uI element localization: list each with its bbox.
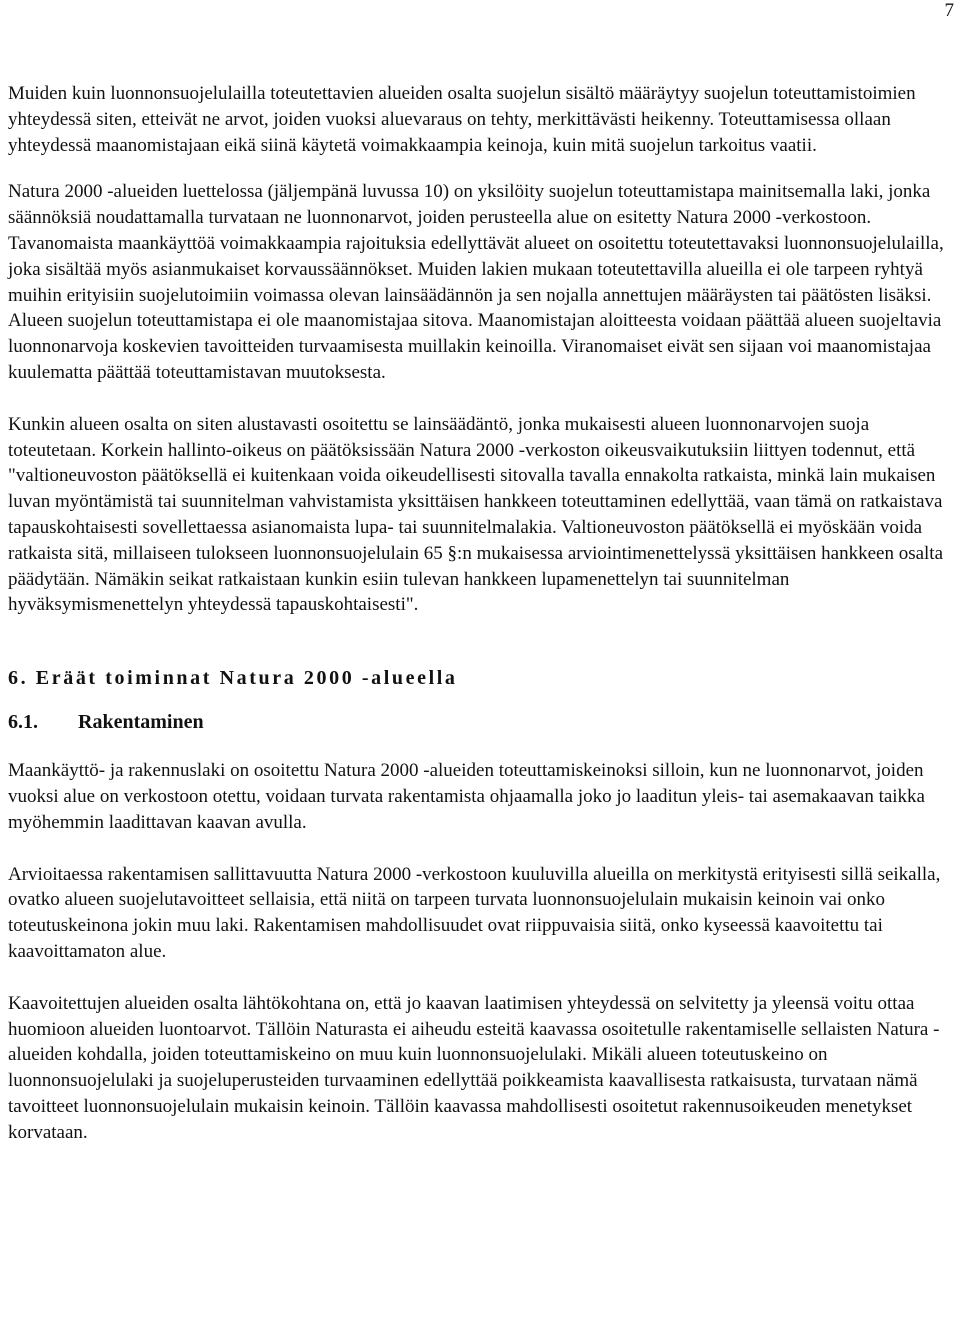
document-body <box>8 81 954 1172</box>
subsection-heading <box>8 709 954 735</box>
subsection-number: 6.1. <box>8 711 38 734</box>
paragraph-zoned-areas: Kaavoitettujen alueiden osalta lähtökohtana on, että jo kaavan laatimisen yhteydessä on selvitetty ja yleensä voitu ottaa huomioon alueiden luontoarvot. Tällöin Naturasta ei aiheudu esteitä kaavassa osoitetulle rakentamiselle sellaisten Natura -alueiden kohdalla, joiden toteuttamiskeino on muu kuin luonnonsuojelulaki. Mikäli alueen toteutuskeino on luonnonsuojelulaki ja suojeluperusteiden turvaaminen edellyttää poikkeamista kaavallisesta ratkaisusta, turvataan nämä tavoitteet luonnonsuojelulain mukaisin keinoin. Tällöin kaavassa mahdollisesti osoitetut rakennusoikeuden menetykset korvataan. <box>8 992 940 1143</box>
subsection-title: Rakentaminen <box>78 711 204 734</box>
paragraph-building-assessment: Arvioitaessa rakentamisen sallittavuutta Natura 2000 -verkostoon kuuluvilla alueilla on merkitystä erityisesti sillä seikalla, ovatko alueen suojelutavoitteet sellaisia, että niitä on tarpeen turvata luonnonsuojelulain mukaisin keinoin vai onko toteutuskeinona jokin muu laki. Rakentamisen mahdollisuudet ovat riippuvaisia siitä, onko kyseessä kaavoitettu tai kaavoittamaton alue. <box>8 863 941 962</box>
page-number: 7 <box>944 0 954 21</box>
paragraph-land-use-act: Maankäyttö- ja rakennuslaki on osoitettu Natura 2000 -alueiden toteuttamiskeinoksi silloin, kun ne luonnonarvot, joiden vuoksi alue on verkostoon otettu, voidaan turvata rakentamista ohjaamalla joko jo laaditun yleis- tai asemakaavan taikka myöhemmin laadittavan kaavan avulla. <box>8 760 925 833</box>
paragraph-implementation-content: Muiden kuin luonnonsuojelulailla toteutettavien alueiden osalta suojelun sisältö määräytyy suojelun toteuttamistoimien yhteydessä siten, etteivät ne arvot, joiden vuoksi aluevaraus on tehty, merkittävästi heikenny. Toteuttamisessa ollaan yhteydessä maanomistajaan eikä siinä käytetä voimakkaampia keinoja, kuin mitä suojelun tarkoitus vaatii. <box>8 83 916 156</box>
paragraph-court-decision: Kunkin alueen osalta on siten alustavasti osoitettu se lainsäädäntö, jonka mukaisesti alueen luonnonarvojen suoja toteutetaan. Korkein hallinto-oikeus on päätöksissään Natura 2000 -verkoston oikeusvaikutuksiin liittyen todennut, että "valtioneuvoston päätöksellä ei kuitenkaan voida oikeudellisesti sitovalla tavalla ennakolta ratkaista, minkä lain mukaisen luvan myöntämistä tai suunnitelman vahvistamista yksittäisen hankkeen toteuttaminen edellyttää, vaan tämä on ratkaistava tapauskohtaisesti sovellettaessa asianomaista lupa- tai suunnitelmalakia. Valtioneuvoston päätöksellä ei myöskään voida ratkaista sitä, millaiseen tulokseen luonnonsuojelulain 65 §:n mukaisessa arviointimenettelyssä yksittäisen hankkeen osalta päädytään. Nämäkin seikat ratkaistaan kunkin esiin tulevan hankkeen lupamenettelyn tai suunnitelman hyväksymismenettelyn yhteydessä tapauskohtaisesti". <box>8 413 944 616</box>
paragraph-natura-list: Natura 2000 -alueiden luettelossa (jäljempänä luvussa 10) on yksilöity suojelun toteuttamistapa mainitsemalla laki, jonka säännöksiä noudattamalla turvataan ne luonnonarvot, joiden perusteella alue on esitetty Natura 2000 -verkostoon. Tavanomaista maankäyttöä voimakkaampia rajoituksia edellyttävät alueet on osoitettu toteutettavaksi luonnonsuojelulailla, joka sisältää myös asianmukaiset korvaussäännökset. Muiden lakien mukaan toteutettavilla alueilla ei ole tarpeen ryhtyä muihin erityisiin suojelutoimiin voimassa olevan lainsäädännön ja sen nojalla annettujen määräysten tai päätösten lisäksi. Alueen suojelun toteuttamistapa ei ole maanomistajaa sitova. Maanomistajan aloitteesta voidaan päättää alueen suojeltavia luonnonarvoja koskevien tavoitteiden turvaamisesta muillakin keinoilla. Viranomaiset eivät sen sijaan voi maanomistajaa kuulematta päättää toteuttamistavan muutoksesta. <box>8 181 944 383</box>
section-heading: 6. Eräät toiminnat Natura 2000 -alueella <box>8 667 458 690</box>
